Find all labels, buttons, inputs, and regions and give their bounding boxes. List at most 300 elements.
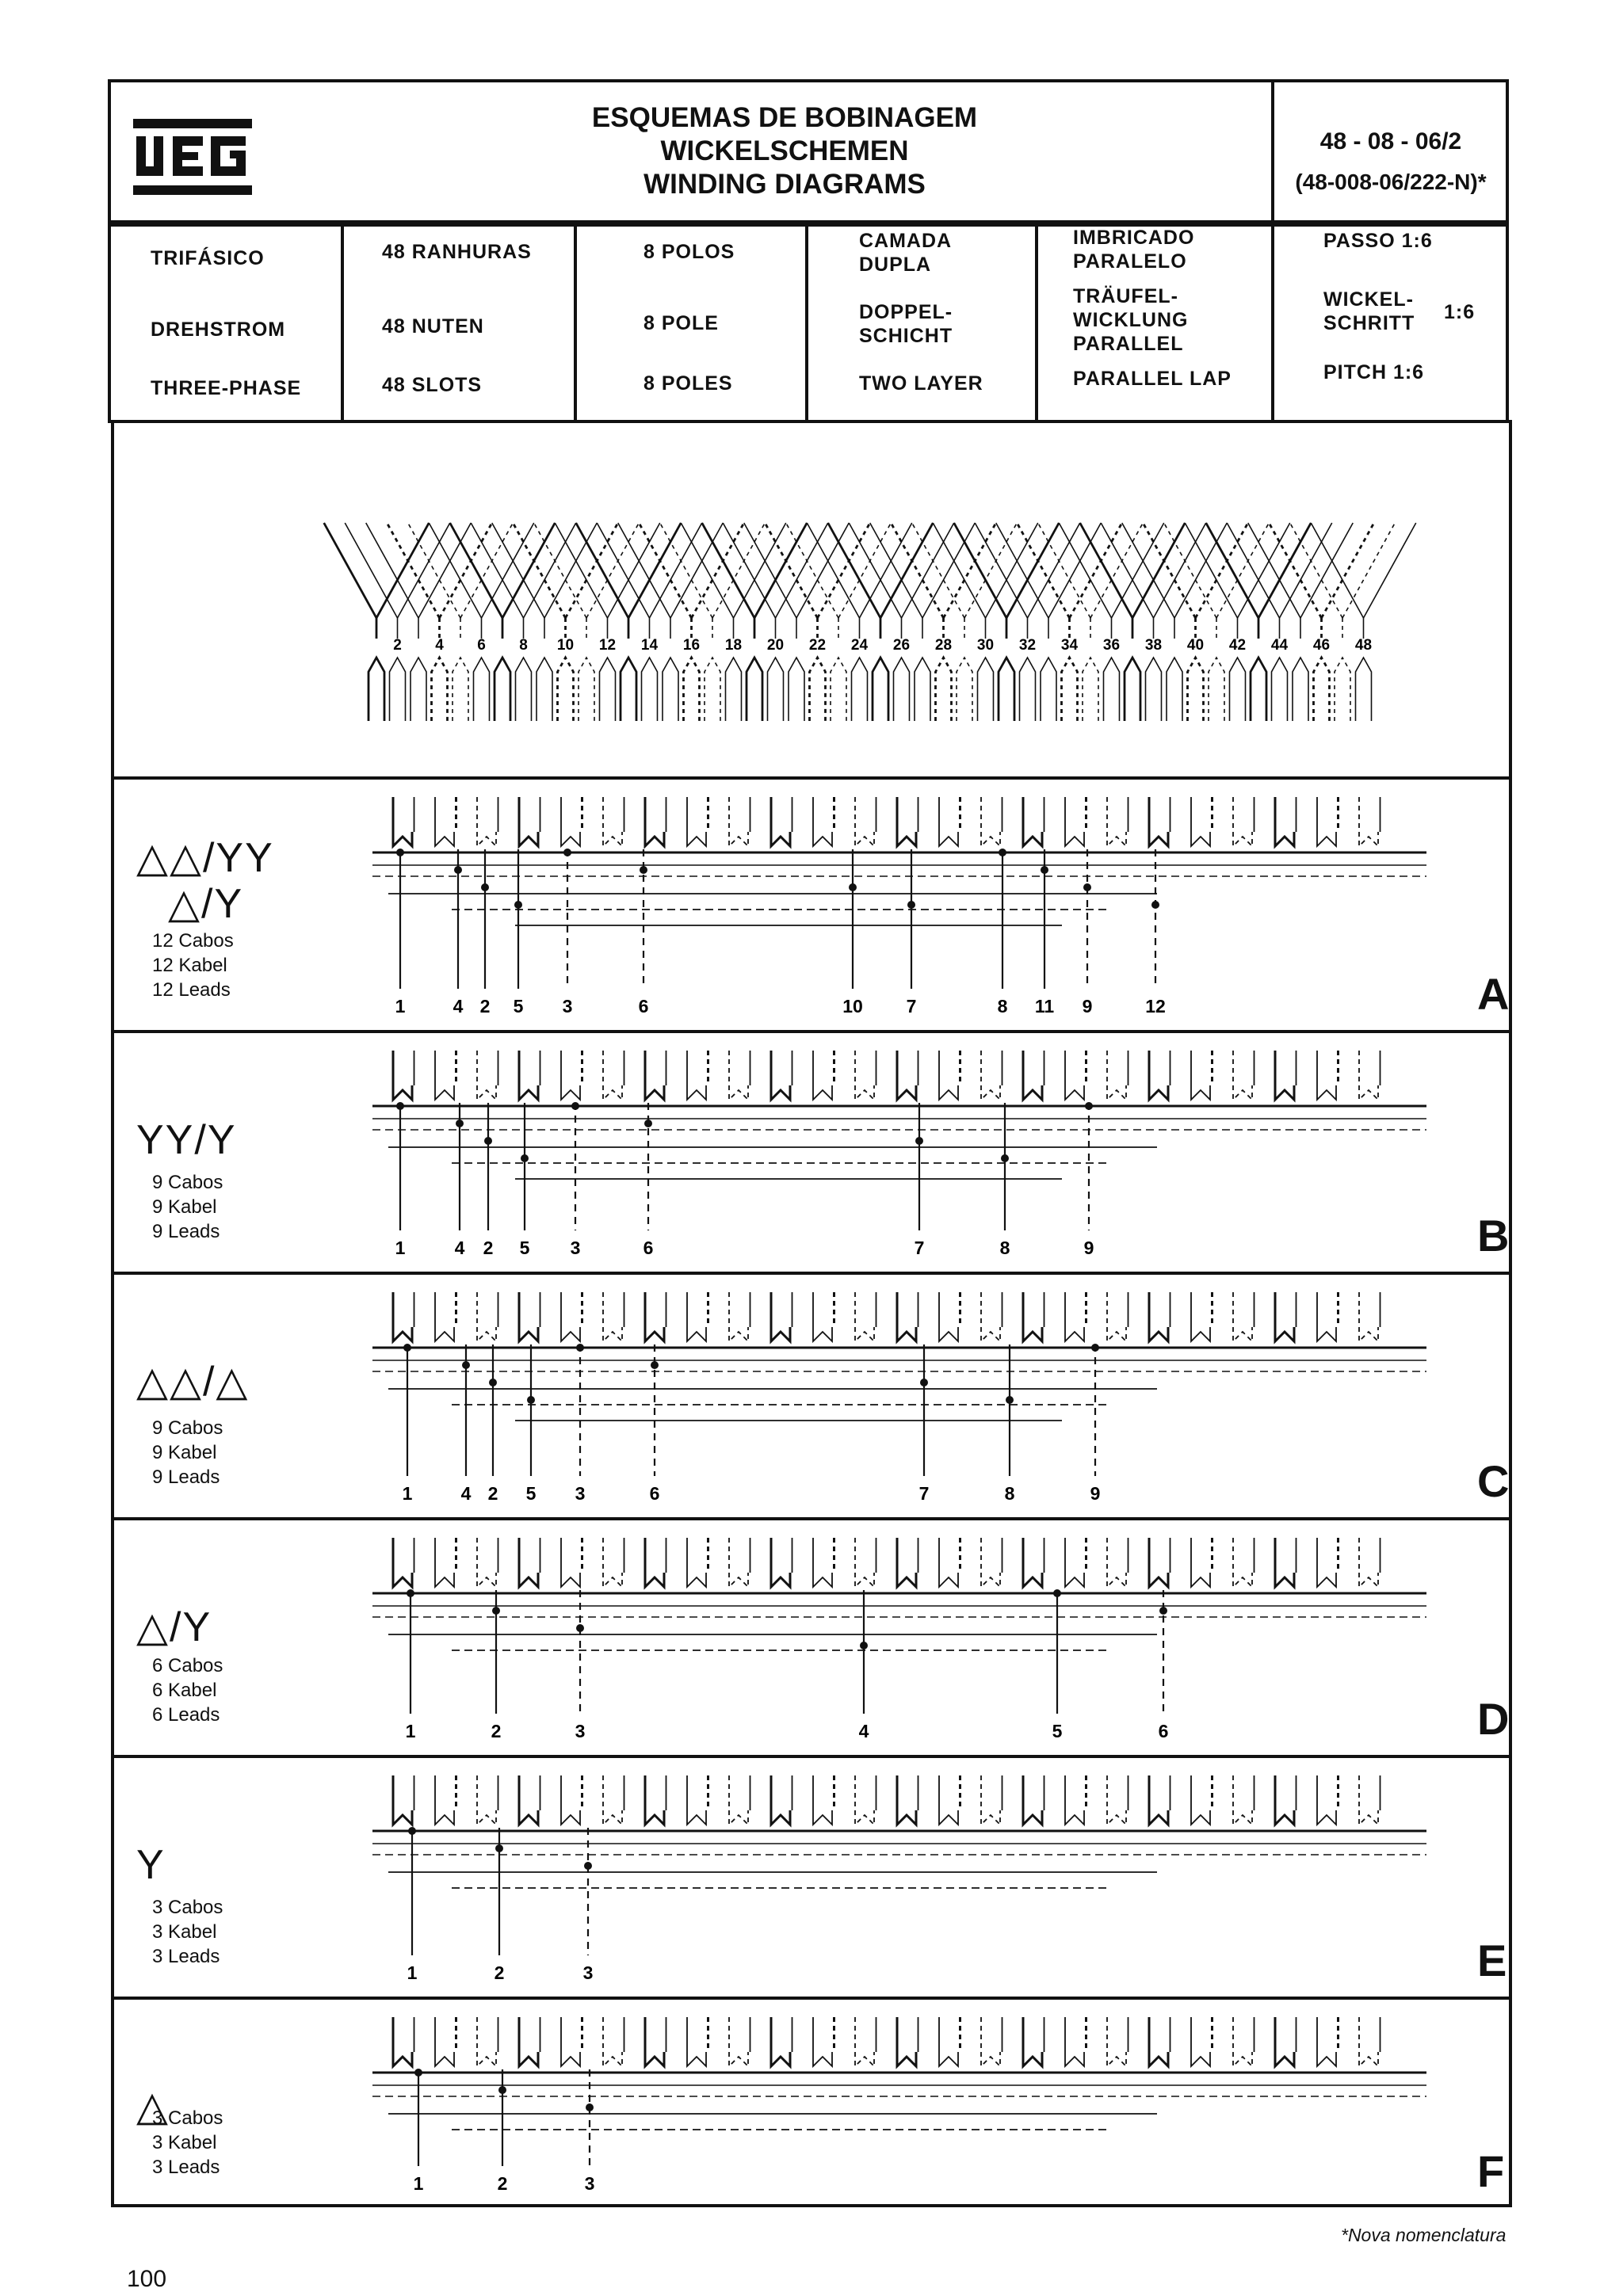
coil-side: [366, 523, 418, 618]
slot-tick: [477, 1085, 496, 1100]
slot-number-label: 36: [1102, 637, 1121, 654]
slot-tick: [771, 1327, 790, 1341]
coil-side: [398, 523, 450, 618]
slot-tick: [1149, 1573, 1168, 1587]
coil-side: [1300, 523, 1353, 618]
slot-tick: [645, 1085, 664, 1100]
coil-side: [712, 523, 765, 618]
coil-end: [495, 658, 510, 721]
slot-tick: [771, 2052, 790, 2066]
slot-tick: [855, 1085, 874, 1100]
slot-tick: [1275, 1573, 1294, 1587]
slot-tick: [1023, 832, 1042, 846]
coil-side: [1006, 523, 1059, 618]
section-letter: F: [1477, 2146, 1505, 2196]
slot-tick: [729, 2052, 748, 2066]
coil-end: [600, 658, 616, 721]
coil-end: [1125, 658, 1140, 721]
slot-number-label: 40: [1186, 637, 1205, 654]
junction-dot: [907, 901, 915, 909]
section-letter: C: [1477, 1456, 1510, 1506]
lead-number: 3: [575, 1721, 586, 1741]
coil-side: [723, 523, 775, 618]
spec-parallel-lap: PARALLEL LAP: [1073, 368, 1232, 390]
coil-side: [1101, 523, 1153, 618]
coil-end: [1104, 658, 1120, 721]
slot-tick: [855, 1327, 874, 1341]
spec-table: [108, 220, 1509, 423]
coil-end: [999, 658, 1014, 721]
section-letter: D: [1477, 1694, 1510, 1744]
coil-side: [1248, 523, 1300, 618]
lead-number: 3: [562, 996, 573, 1016]
lead-number: 9: [1082, 996, 1093, 1016]
slot-tick: [603, 1327, 622, 1341]
lead-number: 3: [575, 1483, 586, 1504]
lead-count-line: 3 Cabos: [152, 1897, 223, 1918]
coil-side: [387, 523, 439, 618]
coil-side: [754, 523, 807, 618]
slot-tick: [1317, 2052, 1336, 2066]
slot-tick: [1359, 1810, 1378, 1825]
slot-tick: [519, 1085, 538, 1100]
slot-tick: [981, 1085, 1000, 1100]
junction-dot: [584, 1862, 592, 1870]
coil-side: [975, 523, 1027, 618]
slot-tick: [729, 1085, 748, 1100]
coil-side: [650, 523, 702, 618]
slot-tick: [1149, 2052, 1168, 2066]
coil-side: [482, 523, 534, 618]
section-divider: [111, 1517, 1512, 1520]
slot-tick: [1191, 1573, 1210, 1587]
slot-number-label: 26: [892, 637, 911, 654]
lead-number: 3: [582, 1962, 594, 1983]
slot-tick: [1233, 1810, 1252, 1825]
slot-tick: [1065, 832, 1084, 846]
coil-end: [1230, 658, 1246, 721]
slot-number-label: 28: [934, 637, 953, 654]
connection-symbol: [136, 1842, 166, 1888]
coil-side: [1216, 523, 1269, 618]
spec-drehstrom: DREHSTROM: [151, 318, 286, 341]
slot-number-label: 4: [435, 637, 444, 654]
coil-side: [471, 523, 523, 618]
lead-number: 2: [487, 1483, 498, 1504]
slot-tick: [1359, 2052, 1378, 2066]
coil-side: [702, 523, 754, 618]
junction-dot: [481, 883, 489, 891]
spec-poles: 8 POLES: [643, 372, 733, 395]
coil-side: [1280, 523, 1332, 618]
coil-side: [450, 523, 502, 618]
spec-schritt: SCHRITT: [1323, 312, 1415, 334]
slot-number-label: 34: [1060, 637, 1079, 654]
coil-side: [576, 523, 628, 618]
spec-pole: 8 POLE: [643, 312, 719, 334]
lead-number: 4: [453, 996, 464, 1016]
slot-tick: [603, 832, 622, 846]
junction-dot: [915, 1137, 923, 1145]
coil-lattice: [324, 523, 1416, 721]
junction-dot: [514, 901, 522, 909]
coil-side: [429, 523, 481, 618]
slot-tick: [561, 1573, 580, 1587]
lead-count-text: [152, 1895, 223, 1969]
slot-tick: [1233, 1085, 1252, 1100]
slot-tick: [1149, 1327, 1168, 1341]
connection-symbol-line: △△/YY: [136, 835, 274, 881]
coil-side: [1206, 523, 1258, 618]
page-number: 100: [127, 2266, 167, 2292]
slot-number-label: 24: [850, 637, 869, 654]
lead-count-line: 6 Leads: [152, 1704, 220, 1726]
slot-tick: [435, 2052, 454, 2066]
slot-tick: [393, 1573, 412, 1587]
slot-tick: [477, 2052, 496, 2066]
coil-side: [534, 523, 586, 618]
lead-count-line: 6 Kabel: [152, 1680, 217, 1701]
coil-end: [1041, 658, 1056, 721]
coil-side: [681, 523, 733, 618]
coil-end: [1167, 658, 1182, 721]
coil-side: [1164, 523, 1216, 618]
spec-ranhuras: 48 RANHURAS: [382, 241, 532, 263]
coil-end: [432, 658, 448, 721]
slot-tick: [729, 1573, 748, 1587]
slot-tick: [645, 1573, 664, 1587]
lead-count-text: [152, 1416, 223, 1489]
coil-side: [1090, 523, 1143, 618]
slot-tick: [393, 832, 412, 846]
junction-dot: [408, 1827, 416, 1835]
slot-tick: [1359, 1573, 1378, 1587]
slot-tick: [729, 1327, 748, 1341]
coil-end: [579, 658, 594, 721]
slot-tick: [729, 1810, 748, 1825]
coil-side: [418, 523, 471, 618]
slot-tick: [393, 2052, 412, 2066]
section-divider: [111, 1272, 1512, 1275]
lead-count-line: 3 Cabos: [152, 2107, 223, 2129]
junction-dot: [396, 1102, 404, 1110]
spec-col-divider: [574, 220, 577, 423]
connection-symbol: [136, 835, 274, 927]
coil-end: [768, 658, 784, 721]
slot-tick: [1107, 2052, 1126, 2066]
slot-tick: [1065, 1085, 1084, 1100]
junction-dot: [456, 1119, 464, 1127]
slot-tick: [981, 1573, 1000, 1587]
connection-symbol: [136, 1117, 237, 1163]
slot-tick: [1191, 2052, 1210, 2066]
coil-end: [642, 658, 658, 721]
coil-side: [608, 523, 660, 618]
coil-end: [1293, 658, 1308, 721]
coil-side: [1070, 523, 1122, 618]
slot-tick: [519, 2052, 538, 2066]
slot-tick: [1107, 1085, 1126, 1100]
spec-polos: 8 POLOS: [643, 241, 735, 263]
coil-side: [1290, 523, 1342, 618]
coil-end: [663, 658, 678, 721]
connection-schematic: [365, 1278, 1442, 1516]
lead-number: 9: [1090, 1483, 1101, 1504]
slot-tick: [1107, 1327, 1126, 1341]
junction-dot: [1151, 901, 1159, 909]
slot-tick: [687, 1085, 706, 1100]
slot-tick: [813, 1810, 832, 1825]
coil-end: [978, 658, 994, 721]
coil-side: [860, 523, 912, 618]
lead-count-line: 12 Leads: [152, 979, 231, 1001]
slot-tick: [645, 1327, 664, 1341]
coil-side: [555, 523, 607, 618]
lead-count-line: 9 Cabos: [152, 1417, 223, 1439]
coil-side: [880, 523, 933, 618]
section-divider: [111, 1030, 1512, 1033]
connection-schematic: [365, 1761, 1442, 1995]
slot-tick: [561, 832, 580, 846]
junction-dot: [454, 866, 462, 874]
junction-dot: [576, 1624, 584, 1632]
slot-tick: [981, 2052, 1000, 2066]
coil-side: [744, 523, 796, 618]
coil-end: [1188, 658, 1204, 721]
slot-tick: [393, 1327, 412, 1341]
coil-side: [1048, 523, 1101, 618]
coil-side: [618, 523, 670, 618]
slot-tick: [1317, 1085, 1336, 1100]
spec-wicklung: WICKLUNG: [1073, 309, 1189, 331]
slot-tick: [813, 2052, 832, 2066]
slot-tick: [477, 1327, 496, 1341]
slot-tick: [519, 832, 538, 846]
slot-tick: [1191, 1327, 1210, 1341]
coil-side: [440, 523, 492, 618]
slot-tick: [435, 1085, 454, 1100]
spec-col-divider: [805, 220, 808, 423]
coil-side: [492, 523, 544, 618]
slot-number-label: 38: [1144, 637, 1163, 654]
junction-dot: [1001, 1154, 1009, 1162]
coil-side: [1364, 523, 1416, 618]
slot-tick: [939, 2052, 958, 2066]
slot-tick: [771, 832, 790, 846]
weg-logo: [133, 119, 252, 195]
slot-tick: [435, 1573, 454, 1587]
junction-dot: [462, 1361, 470, 1369]
junction-dot: [527, 1396, 535, 1404]
lead-number: 6: [649, 1483, 660, 1504]
junction-dot: [484, 1137, 492, 1145]
coil-side: [376, 523, 429, 618]
coil-end: [1062, 658, 1078, 721]
coil-end: [810, 658, 826, 721]
connection-symbol-line: △/Y: [136, 1604, 212, 1650]
lead-number: 1: [402, 1483, 413, 1504]
coil-side: [996, 523, 1048, 618]
coil-side: [1185, 523, 1237, 618]
coil-side: [776, 523, 828, 618]
coil-end: [1251, 658, 1266, 721]
coil-side: [838, 523, 891, 618]
slot-tick: [603, 2052, 622, 2066]
spec-passo: PASSO 1:6: [1323, 230, 1433, 252]
lead-number: 1: [395, 1238, 406, 1258]
lead-number: 8: [1004, 1483, 1015, 1504]
coil-side: [870, 523, 922, 618]
spec-slots: 48 SLOTS: [382, 374, 483, 396]
junction-dot: [1041, 866, 1048, 874]
slot-tick: [1065, 2052, 1084, 2066]
connection-schematic: [365, 1524, 1442, 1753]
junction-dot: [498, 2086, 506, 2094]
section-letter: E: [1477, 1936, 1507, 1985]
slot-tick: [939, 1573, 958, 1587]
lead-count-line: 3 Leads: [152, 2157, 220, 2178]
slot-number-label: 42: [1228, 637, 1247, 654]
lead-number: 4: [858, 1721, 869, 1741]
coil-end: [411, 658, 426, 721]
coil-side: [1227, 523, 1279, 618]
slot-tick: [645, 832, 664, 846]
lead-count-line: 12 Kabel: [152, 955, 227, 976]
junction-dot: [495, 1844, 503, 1852]
slot-tick: [1275, 832, 1294, 846]
slot-tick: [1359, 832, 1378, 846]
section-divider: [111, 1755, 1512, 1758]
lead-count-line: 3 Leads: [152, 1946, 220, 1967]
slot-tick: [603, 1810, 622, 1825]
spec-schritt-ratio: 1:6: [1444, 301, 1476, 323]
slot-tick: [981, 1327, 1000, 1341]
spec-imbricado: IMBRICADO: [1073, 227, 1195, 249]
slot-tick: [813, 1085, 832, 1100]
coil-side: [828, 523, 880, 618]
section-letter: A: [1477, 969, 1510, 1019]
coil-side: [849, 523, 901, 618]
lead-count-text: [152, 1170, 223, 1244]
coil-side: [1196, 523, 1248, 618]
coil-side: [639, 523, 691, 618]
coil-side: [597, 523, 649, 618]
lead-number: 1: [413, 2173, 424, 2194]
slot-tick: [477, 1810, 496, 1825]
lead-number: 1: [405, 1721, 416, 1741]
slot-tick: [1359, 1085, 1378, 1100]
coil-end: [1020, 658, 1036, 721]
title-line-1: ESQUEMAS DE BOBINAGEM: [591, 102, 978, 133]
coil-side: [986, 523, 1038, 618]
slot-tick: [603, 1573, 622, 1587]
spec-parallel: PARALLEL: [1073, 333, 1184, 355]
coil-end: [894, 658, 910, 721]
junction-dot: [571, 1102, 579, 1110]
junction-dot: [586, 2103, 594, 2111]
lead-number: 7: [914, 1238, 925, 1258]
coil-side: [1258, 523, 1311, 618]
connection-schematic: [365, 783, 1442, 1028]
junction-dot: [640, 866, 647, 874]
slot-tick: [981, 832, 1000, 846]
coil-side: [1122, 523, 1174, 618]
junction-dot: [920, 1379, 928, 1386]
coil-end: [537, 658, 552, 721]
slot-tick: [561, 1327, 580, 1341]
slot-tick: [855, 832, 874, 846]
slot-tick: [939, 1327, 958, 1341]
slot-tick: [1023, 2052, 1042, 2066]
lead-number: 6: [638, 996, 649, 1016]
slot-tick: [1275, 1810, 1294, 1825]
junction-dot: [1053, 1589, 1061, 1597]
coil-end: [474, 658, 490, 721]
slot-tick: [1065, 1573, 1084, 1587]
coil-side: [1174, 523, 1227, 618]
junction-dot: [849, 883, 857, 891]
slot-number-label: 30: [976, 637, 995, 654]
lead-number: 2: [491, 1721, 502, 1741]
lead-number: 8: [997, 996, 1008, 1016]
connection-schematic: [365, 2003, 1442, 2206]
lead-number: 10: [842, 996, 863, 1016]
header-title: [444, 101, 1125, 201]
coil-side: [1342, 523, 1395, 618]
lead-number: 5: [519, 1238, 530, 1258]
coil-end: [726, 658, 742, 721]
slot-tick: [897, 1327, 916, 1341]
slot-number-label: 10: [556, 637, 575, 654]
slot-tick: [1107, 1810, 1126, 1825]
coil-side: [944, 523, 996, 618]
coil-end: [369, 658, 384, 721]
slot-tick: [645, 1810, 664, 1825]
doc-number-alt: (48-008-06/222-N)*: [1295, 170, 1487, 194]
spec-paralelo: PARALELO: [1073, 250, 1187, 273]
lead-count-text: [152, 929, 234, 1002]
coil-side: [408, 523, 460, 618]
slot-tick: [1065, 1327, 1084, 1341]
coil-end: [516, 658, 532, 721]
coil-end: [1314, 658, 1330, 721]
coil-side: [1238, 523, 1290, 618]
slot-tick: [645, 2052, 664, 2066]
spec-schicht: SCHICHT: [859, 325, 953, 347]
slot-number-label: 46: [1312, 637, 1331, 654]
coil-side: [912, 523, 964, 618]
slot-tick: [687, 832, 706, 846]
slot-number-label: 8: [519, 637, 528, 654]
lead-number: 8: [999, 1238, 1010, 1258]
lead-number: 5: [513, 996, 524, 1016]
coil-end: [453, 658, 468, 721]
slot-number-label: 2: [393, 637, 402, 654]
lead-number: 1: [407, 1962, 418, 1983]
title-line-2: WICKELSCHEMEN: [660, 135, 909, 166]
coil-side: [1154, 523, 1206, 618]
junction-dot: [999, 849, 1006, 856]
lead-number: 6: [643, 1238, 654, 1258]
lead-count-line: 9 Kabel: [152, 1442, 217, 1463]
slot-tick: [939, 1810, 958, 1825]
section-divider: [111, 776, 1512, 780]
coil-side: [807, 523, 859, 618]
section-divider: [111, 1997, 1512, 2000]
coil-end: [873, 658, 888, 721]
slot-tick: [1233, 1573, 1252, 1587]
coil-side: [1017, 523, 1069, 618]
